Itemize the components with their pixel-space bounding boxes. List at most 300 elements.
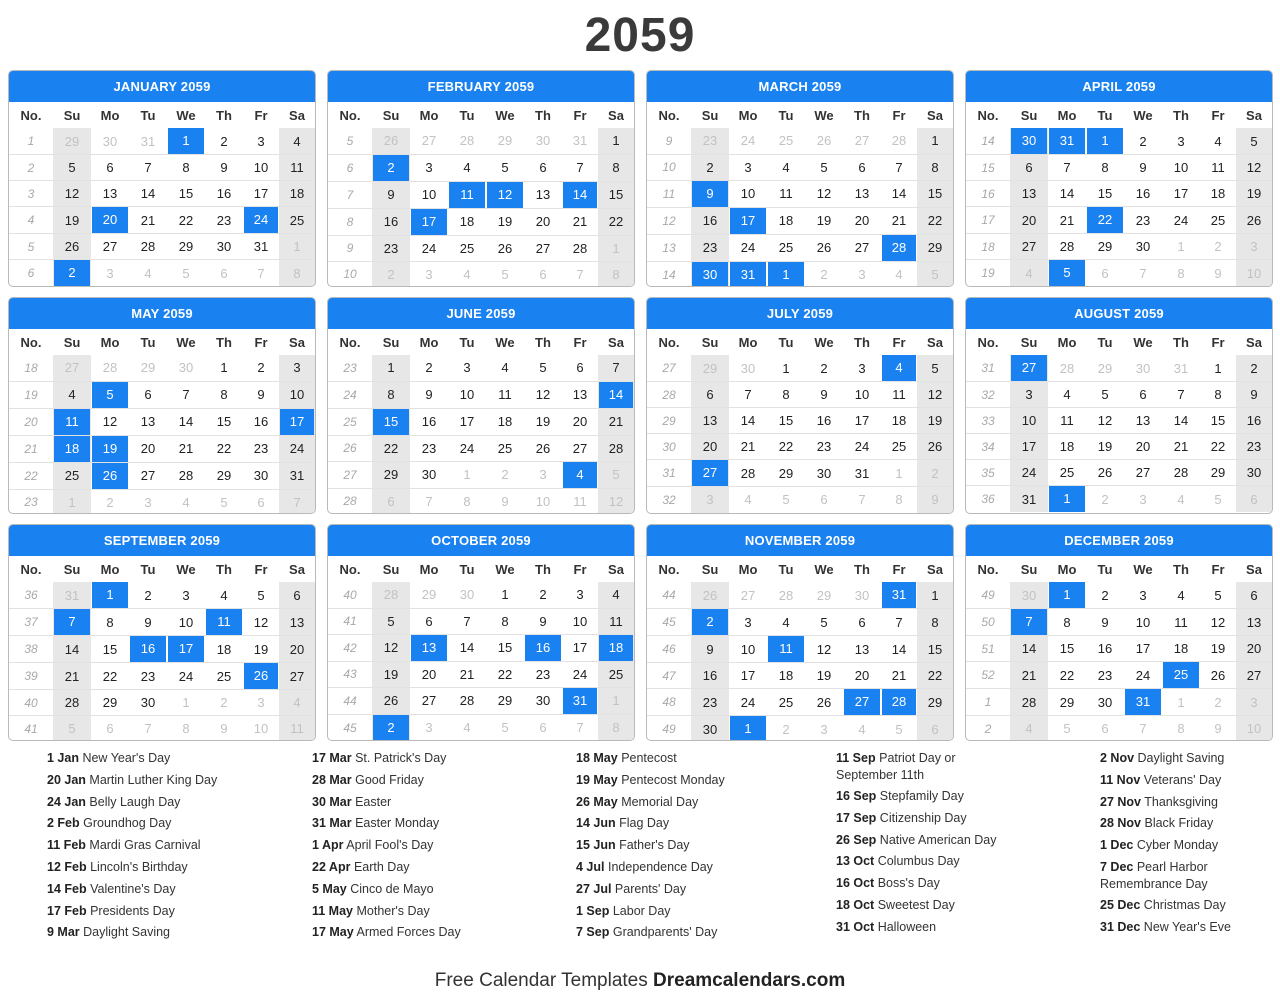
adjacent-month-day-cell[interactable]: 6 — [1236, 486, 1272, 513]
day-cell[interactable]: 26 — [917, 434, 953, 460]
day-cell[interactable]: 15 — [917, 636, 953, 663]
adjacent-month-day-cell[interactable]: 9 — [501, 493, 509, 509]
day-cell[interactable]: 16 — [1236, 408, 1272, 434]
day-cell[interactable]: 24 — [843, 434, 881, 460]
day-cell[interactable]: 12 — [524, 381, 562, 408]
adjacent-month-day-cell[interactable]: 31 — [53, 582, 91, 609]
holiday-day-cell[interactable] — [562, 461, 598, 488]
day-cell[interactable]: 25 — [1048, 460, 1086, 486]
day-cell[interactable]: 19 — [805, 663, 843, 689]
adjacent-month-day-cell[interactable]: 29 — [410, 582, 448, 608]
adjacent-month-day-cell[interactable]: 25 — [767, 128, 805, 154]
day-cell[interactable]: 4 — [448, 154, 486, 181]
day-cell[interactable]: 28 — [448, 687, 486, 714]
day-cell[interactable]: 30 — [1086, 689, 1124, 716]
day-cell[interactable]: 4 — [1200, 128, 1236, 155]
adjacent-month-day-cell[interactable]: 6 — [539, 266, 547, 282]
adjacent-month-day-cell[interactable]: 3 — [858, 267, 866, 282]
day-cell[interactable]: 7 — [1048, 155, 1086, 181]
day-cell[interactable]: 29 — [91, 690, 129, 716]
adjacent-month-day-cell[interactable]: 30 — [1124, 355, 1162, 382]
adjacent-month-day-cell[interactable]: 4 — [182, 494, 190, 510]
day-cell[interactable]: 2 — [524, 582, 562, 608]
day-cell[interactable]: 4 — [53, 381, 91, 408]
holiday-day-cell[interactable] — [91, 462, 129, 489]
day-cell[interactable]: 21 — [53, 663, 91, 690]
day-cell[interactable]: 11 — [279, 155, 315, 181]
adjacent-month-day-cell[interactable]: 6 — [372, 488, 410, 514]
adjacent-month-day-cell[interactable]: 6 — [1101, 265, 1109, 281]
day-cell[interactable]: 12 — [1236, 155, 1272, 181]
day-cell[interactable]: 17 — [729, 663, 767, 689]
day-cell[interactable]: 11 — [767, 180, 805, 207]
day-cell[interactable]: 10 — [729, 180, 767, 207]
day-cell[interactable]: 14 — [881, 636, 917, 663]
day-cell[interactable]: 8 — [598, 154, 634, 181]
day-cell[interactable]: 23 — [1236, 434, 1272, 460]
adjacent-month-day-cell[interactable]: 5 — [895, 721, 903, 737]
day-cell[interactable]: 16 — [205, 181, 243, 207]
holiday-day-cell[interactable] — [53, 260, 91, 287]
day-cell[interactable]: 28 — [53, 690, 91, 716]
holiday-day-cell[interactable] — [1124, 689, 1162, 716]
adjacent-month-day-cell[interactable]: 3 — [691, 487, 729, 513]
holiday-day-cell[interactable] — [562, 181, 598, 208]
holiday-day-cell[interactable] — [562, 687, 598, 714]
day-cell[interactable]: 23 — [524, 661, 562, 687]
day-cell[interactable]: 18 — [1048, 434, 1086, 460]
day-cell[interactable]: 20 — [562, 408, 598, 435]
day-cell[interactable]: 6 — [524, 154, 562, 181]
day-cell[interactable]: 2 — [691, 154, 729, 180]
adjacent-month-day-cell[interactable]: 28 — [1048, 355, 1086, 382]
holiday-day-cell[interactable] — [167, 128, 205, 155]
day-cell[interactable]: 19 — [524, 408, 562, 435]
day-cell[interactable]: 24 — [279, 435, 315, 462]
holiday-day-cell[interactable] — [167, 636, 205, 663]
day-cell[interactable]: 7 — [448, 608, 486, 634]
day-cell[interactable]: 19 — [805, 207, 843, 234]
adjacent-month-day-cell[interactable]: 2 — [820, 267, 828, 282]
adjacent-month-day-cell[interactable]: 10 — [535, 493, 551, 509]
day-cell[interactable]: 2 — [243, 355, 279, 381]
day-cell[interactable]: 2 — [1086, 582, 1124, 609]
day-cell[interactable]: 15 — [205, 408, 243, 435]
day-cell[interactable]: 3 — [243, 128, 279, 155]
day-cell[interactable]: 16 — [243, 408, 279, 435]
day-cell[interactable]: 22 — [767, 434, 805, 460]
adjacent-month-day-cell[interactable]: 6 — [220, 265, 228, 281]
adjacent-month-day-cell[interactable]: 5 — [917, 261, 953, 287]
holiday-day-cell[interactable] — [881, 582, 917, 609]
day-cell[interactable]: 3 — [167, 582, 205, 609]
day-cell[interactable]: 7 — [729, 382, 767, 408]
adjacent-month-day-cell[interactable]: 8 — [895, 492, 903, 508]
day-cell[interactable]: 25 — [53, 462, 91, 489]
day-cell[interactable]: 4 — [598, 582, 634, 608]
day-cell[interactable]: 9 — [410, 381, 448, 408]
day-cell[interactable]: 30 — [691, 716, 729, 742]
adjacent-month-day-cell[interactable]: 30 — [91, 128, 129, 155]
adjacent-month-day-cell[interactable]: 4 — [1177, 491, 1185, 507]
day-cell[interactable]: 18 — [767, 207, 805, 234]
adjacent-month-day-cell[interactable]: 6 — [539, 720, 547, 735]
day-cell[interactable]: 11 — [486, 381, 524, 408]
day-cell[interactable]: 24 — [448, 435, 486, 461]
adjacent-month-day-cell[interactable]: 27 — [410, 128, 448, 154]
day-cell[interactable]: 21 — [881, 207, 917, 234]
adjacent-month-day-cell[interactable]: 7 — [1139, 721, 1147, 737]
holiday-day-cell[interactable] — [1162, 662, 1200, 689]
adjacent-month-day-cell[interactable]: 1 — [598, 687, 634, 714]
adjacent-month-day-cell[interactable]: 2 — [1101, 491, 1109, 507]
adjacent-month-day-cell[interactable]: 9 — [1214, 721, 1222, 737]
day-cell[interactable]: 4 — [1162, 582, 1200, 609]
holiday-day-cell[interactable] — [1086, 128, 1124, 155]
adjacent-month-day-cell[interactable]: 2 — [106, 494, 114, 510]
day-cell[interactable]: 28 — [598, 435, 634, 461]
adjacent-month-day-cell[interactable]: 4 — [463, 720, 471, 735]
day-cell[interactable]: 18 — [881, 408, 917, 434]
day-cell[interactable]: 9 — [524, 608, 562, 634]
day-cell[interactable]: 16 — [691, 207, 729, 234]
day-cell[interactable]: 10 — [167, 609, 205, 636]
adjacent-month-day-cell[interactable]: 31 — [562, 128, 598, 154]
adjacent-month-day-cell[interactable]: 5 — [220, 494, 228, 510]
holiday-day-cell[interactable] — [243, 663, 279, 690]
adjacent-month-day-cell[interactable]: 7 — [576, 266, 584, 282]
day-cell[interactable]: 19 — [1200, 636, 1236, 662]
adjacent-month-day-cell[interactable]: 12 — [598, 488, 634, 514]
adjacent-month-day-cell[interactable]: 30 — [167, 355, 205, 381]
adjacent-month-day-cell[interactable]: 3 — [1236, 689, 1272, 716]
adjacent-month-day-cell[interactable]: 31 — [1162, 355, 1200, 382]
day-cell[interactable]: 1 — [917, 582, 953, 609]
adjacent-month-day-cell[interactable]: 5 — [182, 265, 190, 281]
day-cell[interactable]: 10 — [562, 608, 598, 634]
day-cell[interactable]: 6 — [691, 382, 729, 408]
day-cell[interactable]: 16 — [372, 208, 410, 235]
adjacent-month-day-cell[interactable]: 5 — [501, 266, 509, 282]
day-cell[interactable]: 26 — [1086, 460, 1124, 486]
day-cell[interactable]: 20 — [1236, 636, 1272, 662]
day-cell[interactable]: 10 — [1010, 408, 1048, 434]
day-cell[interactable]: 20 — [843, 207, 881, 234]
day-cell[interactable]: 5 — [243, 582, 279, 609]
adjacent-month-day-cell[interactable]: 7 — [576, 720, 584, 735]
day-cell[interactable]: 17 — [1010, 434, 1048, 460]
adjacent-month-day-cell[interactable]: 28 — [91, 355, 129, 381]
day-cell[interactable]: 27 — [1010, 234, 1048, 260]
day-cell[interactable]: 15 — [1048, 636, 1086, 662]
day-cell[interactable]: 22 — [372, 435, 410, 461]
day-cell[interactable]: 17 — [1124, 636, 1162, 662]
day-cell[interactable]: 12 — [91, 408, 129, 435]
day-cell[interactable]: 7 — [167, 381, 205, 408]
day-cell[interactable]: 14 — [1162, 408, 1200, 434]
adjacent-month-day-cell[interactable]: 2 — [205, 690, 243, 716]
holiday-day-cell[interactable] — [1048, 260, 1086, 287]
holiday-day-cell[interactable] — [372, 714, 410, 741]
holiday-day-cell[interactable] — [243, 207, 279, 234]
day-cell[interactable]: 17 — [562, 634, 598, 661]
day-cell[interactable]: 28 — [1048, 234, 1086, 260]
day-cell[interactable]: 26 — [805, 689, 843, 716]
adjacent-month-day-cell[interactable]: 5 — [501, 720, 509, 735]
day-cell[interactable]: 25 — [1200, 207, 1236, 234]
day-cell[interactable]: 15 — [917, 180, 953, 207]
adjacent-month-day-cell[interactable]: 11 — [279, 716, 315, 742]
adjacent-month-day-cell[interactable]: 30 — [843, 582, 881, 609]
day-cell[interactable]: 19 — [917, 408, 953, 434]
day-cell[interactable]: 8 — [486, 608, 524, 634]
day-cell[interactable]: 4 — [1048, 382, 1086, 408]
day-cell[interactable]: 1 — [372, 355, 410, 381]
day-cell[interactable]: 21 — [1162, 434, 1200, 460]
adjacent-month-day-cell[interactable]: 2 — [1200, 234, 1236, 260]
day-cell[interactable]: 23 — [129, 663, 167, 690]
adjacent-month-day-cell[interactable]: 31 — [129, 128, 167, 155]
day-cell[interactable]: 14 — [881, 180, 917, 207]
day-cell[interactable]: 23 — [243, 435, 279, 462]
holiday-day-cell[interactable] — [729, 207, 767, 234]
day-cell[interactable]: 24 — [1010, 460, 1048, 486]
holiday-day-cell[interactable] — [448, 181, 486, 208]
day-cell[interactable]: 2 — [805, 355, 843, 382]
adjacent-month-day-cell[interactable]: 6 — [917, 716, 953, 742]
day-cell[interactable]: 11 — [1200, 155, 1236, 181]
day-cell[interactable]: 8 — [917, 154, 953, 180]
day-cell[interactable]: 23 — [1086, 662, 1124, 689]
adjacent-month-day-cell[interactable]: 4 — [144, 265, 152, 281]
day-cell[interactable]: 13 — [129, 408, 167, 435]
day-cell[interactable]: 2 — [1236, 355, 1272, 382]
day-cell[interactable]: 30 — [243, 462, 279, 489]
day-cell[interactable]: 27 — [129, 462, 167, 489]
holiday-day-cell[interactable] — [691, 609, 729, 636]
day-cell[interactable]: 30 — [1236, 460, 1272, 486]
adjacent-month-day-cell[interactable]: 5 — [1063, 721, 1071, 737]
day-cell[interactable]: 18 — [767, 663, 805, 689]
day-cell[interactable]: 15 — [486, 634, 524, 661]
day-cell[interactable]: 13 — [1010, 181, 1048, 207]
day-cell[interactable]: 16 — [1086, 636, 1124, 662]
day-cell[interactable]: 6 — [1236, 582, 1272, 609]
holiday-day-cell[interactable] — [1048, 486, 1086, 513]
adjacent-month-day-cell[interactable]: 29 — [1086, 355, 1124, 382]
adjacent-month-day-cell[interactable]: 2 — [782, 721, 790, 737]
adjacent-month-day-cell[interactable]: 2 — [1200, 689, 1236, 716]
day-cell[interactable]: 4 — [767, 154, 805, 180]
day-cell[interactable]: 16 — [410, 408, 448, 435]
adjacent-month-day-cell[interactable]: 7 — [279, 489, 315, 514]
day-cell[interactable]: 9 — [805, 382, 843, 408]
day-cell[interactable]: 2 — [129, 582, 167, 609]
day-cell[interactable]: 13 — [562, 381, 598, 408]
adjacent-month-day-cell[interactable]: 8 — [463, 493, 471, 509]
day-cell[interactable]: 31 — [279, 462, 315, 489]
day-cell[interactable]: 30 — [129, 690, 167, 716]
day-cell[interactable]: 17 — [1162, 181, 1200, 207]
day-cell[interactable]: 27 — [1236, 662, 1272, 689]
day-cell[interactable]: 1 — [205, 355, 243, 381]
day-cell[interactable]: 23 — [205, 207, 243, 234]
day-cell[interactable]: 3 — [1162, 128, 1200, 155]
day-cell[interactable]: 18 — [205, 636, 243, 663]
day-cell[interactable]: 25 — [767, 689, 805, 716]
day-cell[interactable]: 19 — [243, 636, 279, 663]
adjacent-month-day-cell[interactable]: 6 — [1101, 721, 1109, 737]
day-cell[interactable]: 7 — [1162, 382, 1200, 408]
day-cell[interactable]: 20 — [1124, 434, 1162, 460]
day-cell[interactable]: 11 — [1048, 408, 1086, 434]
day-cell[interactable]: 12 — [805, 636, 843, 663]
adjacent-month-day-cell[interactable]: 3 — [106, 265, 114, 281]
day-cell[interactable]: 26 — [53, 234, 91, 260]
day-cell[interactable]: 15 — [167, 181, 205, 207]
day-cell[interactable]: 14 — [1010, 636, 1048, 662]
day-cell[interactable]: 27 — [410, 687, 448, 714]
day-cell[interactable]: 9 — [372, 181, 410, 208]
adjacent-month-day-cell[interactable]: 4 — [1010, 260, 1048, 287]
day-cell[interactable]: 20 — [524, 208, 562, 235]
adjacent-month-day-cell[interactable]: 3 — [425, 720, 433, 735]
adjacent-month-day-cell[interactable]: 9 — [1214, 265, 1222, 281]
adjacent-month-day-cell[interactable]: 6 — [106, 721, 114, 737]
day-cell[interactable]: 24 — [729, 689, 767, 716]
adjacent-month-day-cell[interactable]: 1 — [53, 489, 91, 514]
day-cell[interactable]: 4 — [486, 355, 524, 381]
adjacent-month-day-cell[interactable]: 8 — [1177, 721, 1185, 737]
day-cell[interactable]: 8 — [91, 609, 129, 636]
day-cell[interactable]: 31 — [243, 234, 279, 260]
day-cell[interactable]: 22 — [598, 208, 634, 235]
day-cell[interactable]: 18 — [1200, 181, 1236, 207]
day-cell[interactable]: 30 — [524, 687, 562, 714]
holiday-day-cell[interactable] — [767, 636, 805, 663]
holiday-day-cell[interactable] — [1010, 355, 1048, 382]
adjacent-month-day-cell[interactable]: 4 — [1010, 716, 1048, 742]
day-cell[interactable]: 15 — [1200, 408, 1236, 434]
day-cell[interactable]: 7 — [129, 155, 167, 181]
day-cell[interactable]: 5 — [805, 609, 843, 636]
day-cell[interactable]: 3 — [562, 582, 598, 608]
day-cell[interactable]: 9 — [205, 155, 243, 181]
holiday-day-cell[interactable] — [91, 381, 129, 408]
adjacent-month-day-cell[interactable]: 10 — [1236, 716, 1272, 742]
day-cell[interactable]: 21 — [129, 207, 167, 234]
holiday-day-cell[interactable] — [843, 689, 881, 716]
day-cell[interactable]: 9 — [1236, 382, 1272, 408]
day-cell[interactable]: 25 — [486, 435, 524, 461]
day-cell[interactable]: 15 — [598, 181, 634, 208]
day-cell[interactable]: 9 — [691, 636, 729, 663]
day-cell[interactable]: 25 — [279, 207, 315, 234]
day-cell[interactable]: 15 — [1086, 181, 1124, 207]
day-cell[interactable]: 19 — [1236, 181, 1272, 207]
holiday-day-cell[interactable] — [729, 261, 767, 287]
day-cell[interactable]: 5 — [486, 154, 524, 181]
day-cell[interactable]: 10 — [448, 381, 486, 408]
holiday-day-cell[interactable] — [279, 408, 315, 435]
day-cell[interactable]: 20 — [410, 661, 448, 687]
day-cell[interactable]: 5 — [805, 154, 843, 180]
adjacent-month-day-cell[interactable]: 2 — [486, 461, 524, 488]
day-cell[interactable]: 5 — [1236, 128, 1272, 155]
adjacent-month-day-cell[interactable]: 1 — [1162, 234, 1200, 260]
day-cell[interactable]: 17 — [448, 408, 486, 435]
day-cell[interactable]: 24 — [410, 235, 448, 261]
adjacent-month-day-cell[interactable]: 3 — [243, 690, 279, 716]
day-cell[interactable]: 13 — [1124, 408, 1162, 434]
day-cell[interactable]: 1 — [767, 355, 805, 382]
holiday-day-cell[interactable] — [691, 460, 729, 487]
day-cell[interactable]: 18 — [486, 408, 524, 435]
adjacent-month-day-cell[interactable]: 26 — [372, 128, 410, 154]
day-cell[interactable]: 8 — [1200, 382, 1236, 408]
day-cell[interactable]: 13 — [91, 181, 129, 207]
adjacent-month-day-cell[interactable]: 8 — [182, 721, 190, 737]
holiday-day-cell[interactable] — [205, 609, 243, 636]
adjacent-month-day-cell[interactable]: 8 — [598, 261, 634, 287]
day-cell[interactable]: 6 — [1010, 155, 1048, 181]
adjacent-month-day-cell[interactable]: 8 — [279, 260, 315, 287]
day-cell[interactable]: 12 — [372, 634, 410, 661]
holiday-day-cell[interactable] — [1048, 128, 1086, 155]
day-cell[interactable]: 27 — [562, 435, 598, 461]
day-cell[interactable]: 27 — [91, 234, 129, 260]
day-cell[interactable]: 14 — [129, 181, 167, 207]
day-cell[interactable]: 25 — [767, 234, 805, 261]
day-cell[interactable]: 30 — [410, 461, 448, 488]
day-cell[interactable]: 12 — [805, 180, 843, 207]
day-cell[interactable]: 6 — [410, 608, 448, 634]
day-cell[interactable]: 28 — [729, 460, 767, 487]
adjacent-month-day-cell[interactable]: 26 — [691, 582, 729, 609]
day-cell[interactable]: 22 — [205, 435, 243, 462]
holiday-day-cell[interactable] — [1048, 582, 1086, 609]
day-cell[interactable]: 21 — [448, 661, 486, 687]
holiday-day-cell[interactable] — [691, 261, 729, 287]
holiday-day-cell[interactable] — [767, 261, 805, 287]
adjacent-month-day-cell[interactable]: 3 — [144, 494, 152, 510]
adjacent-month-day-cell[interactable]: 4 — [279, 690, 315, 716]
day-cell[interactable]: 29 — [1048, 689, 1086, 716]
day-cell[interactable]: 29 — [167, 234, 205, 260]
day-cell[interactable]: 13 — [1236, 609, 1272, 636]
day-cell[interactable]: 11 — [598, 608, 634, 634]
adjacent-month-day-cell[interactable]: 27 — [729, 582, 767, 609]
adjacent-month-day-cell[interactable]: 30 — [524, 128, 562, 154]
day-cell[interactable]: 18 — [279, 181, 315, 207]
day-cell[interactable]: 22 — [917, 207, 953, 234]
day-cell[interactable]: 26 — [524, 435, 562, 461]
holiday-day-cell[interactable] — [372, 154, 410, 181]
adjacent-month-day-cell[interactable]: 4 — [463, 266, 471, 282]
day-cell[interactable]: 8 — [372, 381, 410, 408]
day-cell[interactable]: 19 — [53, 207, 91, 234]
holiday-day-cell[interactable] — [53, 435, 91, 462]
day-cell[interactable]: 7 — [598, 355, 634, 381]
adjacent-month-day-cell[interactable]: 30 — [448, 582, 486, 608]
day-cell[interactable]: 4 — [767, 609, 805, 636]
day-cell[interactable]: 10 — [279, 381, 315, 408]
day-cell[interactable]: 14 — [729, 408, 767, 434]
day-cell[interactable]: 10 — [1162, 155, 1200, 181]
day-cell[interactable]: 22 — [167, 207, 205, 234]
day-cell[interactable]: 7 — [881, 154, 917, 180]
day-cell[interactable]: 31 — [1010, 486, 1048, 513]
